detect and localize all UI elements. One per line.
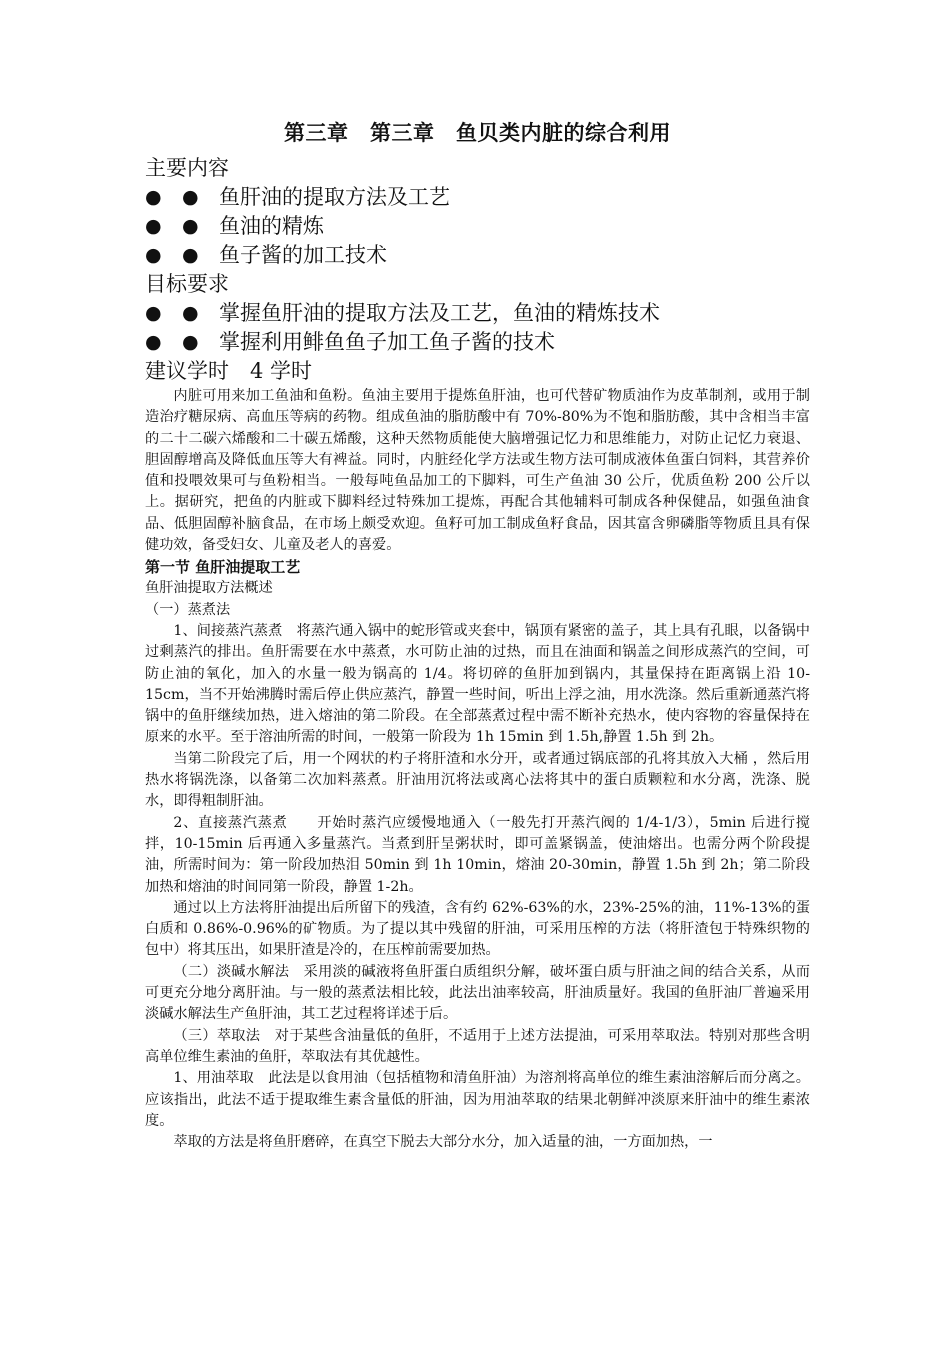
bullet-icon: ● xyxy=(182,215,199,237)
bullet-icon: ● xyxy=(182,302,199,324)
list-item xyxy=(145,241,810,270)
list-item-text: 掌握鱼肝油的提取方法及工艺，鱼油的精炼技术 xyxy=(219,301,660,325)
subsection-heading: 鱼肝油提取方法概述 xyxy=(145,580,273,597)
list-item-text: 鱼油的精炼 xyxy=(219,214,324,238)
bullet-icon: ● xyxy=(182,186,199,208)
bullet-icon: ● xyxy=(145,215,162,237)
body-paragraph: 萃取的方法是将鱼肝磨碎，在真空下脱去大部分水分，加入适量的油，一方面加热，一 xyxy=(173,1134,713,1151)
body-paragraph: 当第二阶段完了后，用一个网状的杓子将肝渣和水分开，或者通过锅底部的孔将其放入大桶 ，然后用热水将锅洗涤，以备第二次加料蒸煮。肝油用沉将法或离心法将其中的蛋白质颗粒和水分离，洗涤、脱水，即得粗制肝油。 xyxy=(145,750,810,810)
list-item-text: 掌握利用鲱鱼鱼子加工鱼子酱的技术 xyxy=(219,330,555,354)
suggested-hours: 建议学时 4 学时 xyxy=(145,359,313,383)
section-title: 第一节 鱼肝油提取工艺 xyxy=(145,558,301,577)
document-page xyxy=(145,112,810,1153)
bullet-icon: ● xyxy=(145,244,162,266)
bullet-icon: ● xyxy=(145,186,162,208)
body-paragraph: 1、间接蒸汽蒸煮 将蒸汽通入锅中的蛇形管或夹套中，锅顶有紧密的盖子，其上具有孔眼，以备锅中过剩蒸汽的排出。鱼肝需要在水中蒸煮，水可防止油的过热，而且在油面和锅盖之间形成蒸汽的空间，可防止油的氧化，加入的水量一般为锅高的 1/4。将切碎的鱼肝加到锅内，其量保持在距离锅上沿 10-15cm，当不开始沸腾时需后停止供应蒸汽，静置一些时间，听出上浮之油，用水洗涤。然后重新通蒸汽将锅中的鱼肝继续加热，进入熔油的第二阶段。在全部蒸煮过程中需不断补充热水，使内容物的容量保持在原来的水平。至于溶油所需的时间，一般第一阶段为 1h 15min 到 1.5h,静置 1.5h 到 2h。 xyxy=(145,622,810,746)
bullet-icon: ● xyxy=(145,331,162,353)
method-heading: （一）蒸煮法 xyxy=(145,601,231,618)
body-paragraph: 1、用油萃取 此法是以食用油（包括植物和清鱼肝油）为溶剂将高单位的维生素油溶解后而分离之。应该指出，此法不适于提取维生素含量低的肝油，因为用油萃取的结果北朝鲜冲淡原来肝油中的维生素浓度。 xyxy=(145,1070,810,1129)
list-item xyxy=(145,328,810,357)
list-item xyxy=(145,212,810,241)
body-paragraph: 通过以上方法将肝油提出后所留下的残渣，含有约 62%-63%的水，23%-25%的油，11%-13%的蛋白质和 0.86%-0.96%的矿物质。为了提以其中残留的肝油，可采用压榨的方法（将肝渣包于特殊织物的包中）将其压出，如果肝渣是冷的，在压榨前需要加热。 xyxy=(145,899,810,959)
list-item xyxy=(145,183,810,212)
bullet-icon: ● xyxy=(182,331,199,353)
main-content-list xyxy=(145,183,810,270)
main-content-heading: 主要内容 xyxy=(145,156,229,180)
goals-list xyxy=(145,299,810,357)
body-paragraph: 2、直接蒸汽蒸煮 开始时蒸汽应缓慢地通入（一般先打开蒸汽阀的 1/4-1/3），5min 后进行搅拌，10-15min 后再通入多量蒸汽。当煮到肝呈粥状时，即可盖紧锅盖，使油熔出。也需分两个阶段提油，所需时间为：第一阶段加热泪 50min 到 1h 10min，熔油 20-30min，静置 1.5h 到 2h；第二阶段加热和熔油的时间同第一阶段，静置 1-2h。 xyxy=(145,814,810,895)
list-item xyxy=(145,299,810,328)
bullet-icon: ● xyxy=(145,302,162,324)
list-item-text: 鱼肝油的提取方法及工艺 xyxy=(219,185,450,209)
body-paragraph: （三）萃取法 对于某些含油量低的鱼肝，不适用于上述方法提油，可采用萃取法。特别对那些含明高单位维生素油的鱼肝，萃取法有其优越性。 xyxy=(145,1027,810,1065)
goals-heading: 目标要求 xyxy=(145,272,229,296)
body-paragraph: （二）淡碱水解法 采用淡的碱液将鱼肝蛋白质组织分解，破坏蛋白质与肝油之间的结合关系，从而可更充分地分离肝油。与一般的蒸煮法相比较，此法出油率较高，肝油质量好。我国的鱼肝油厂普遍采用淡碱水解法生产鱼肝油，其工艺过程将详述于后。 xyxy=(145,963,810,1023)
intro-paragraph: 内脏可用来加工鱼油和鱼粉。鱼油主要用于提炼鱼肝油，也可代替矿物质油作为皮革制剂，或用于制造治疗糖尿病、高血压等病的药物。组成鱼油的脂肪酸中有 70%-80%为不饱和脂肪酸，其中含相当丰富的二十二碳六烯酸和二十碳五烯酸，这种天然物质能使大脑增强记忆力和思维能力，对防止记忆力衰退、胆固醇增高及降低血压等大有裨益。同时，内脏经化学方法或生物方法可制成液体鱼蛋白饲料，其营养价值和投喂效果可与鱼粉相当。一般每吨鱼品加工的下脚料，可生产鱼油 30 公斤，优质鱼粉 200 公斤以上。据研究，把鱼的内脏或下脚料经过特殊加工提炼，再配合其他辅料可制成各种保健品，如强鱼油食品、低胆固醇补脑食品，在市场上颇受欢迎。鱼籽可加工制成鱼籽食品，因其富含卵磷脂等物质且具有保健功效，备受妇女、儿童及老人的喜爱。 xyxy=(145,388,810,554)
chapter-title: 第三章 第三章 鱼贝类内脏的综合利用 xyxy=(284,121,671,145)
bullet-icon: ● xyxy=(182,244,199,266)
list-item-text: 鱼子酱的加工技术 xyxy=(219,243,387,267)
